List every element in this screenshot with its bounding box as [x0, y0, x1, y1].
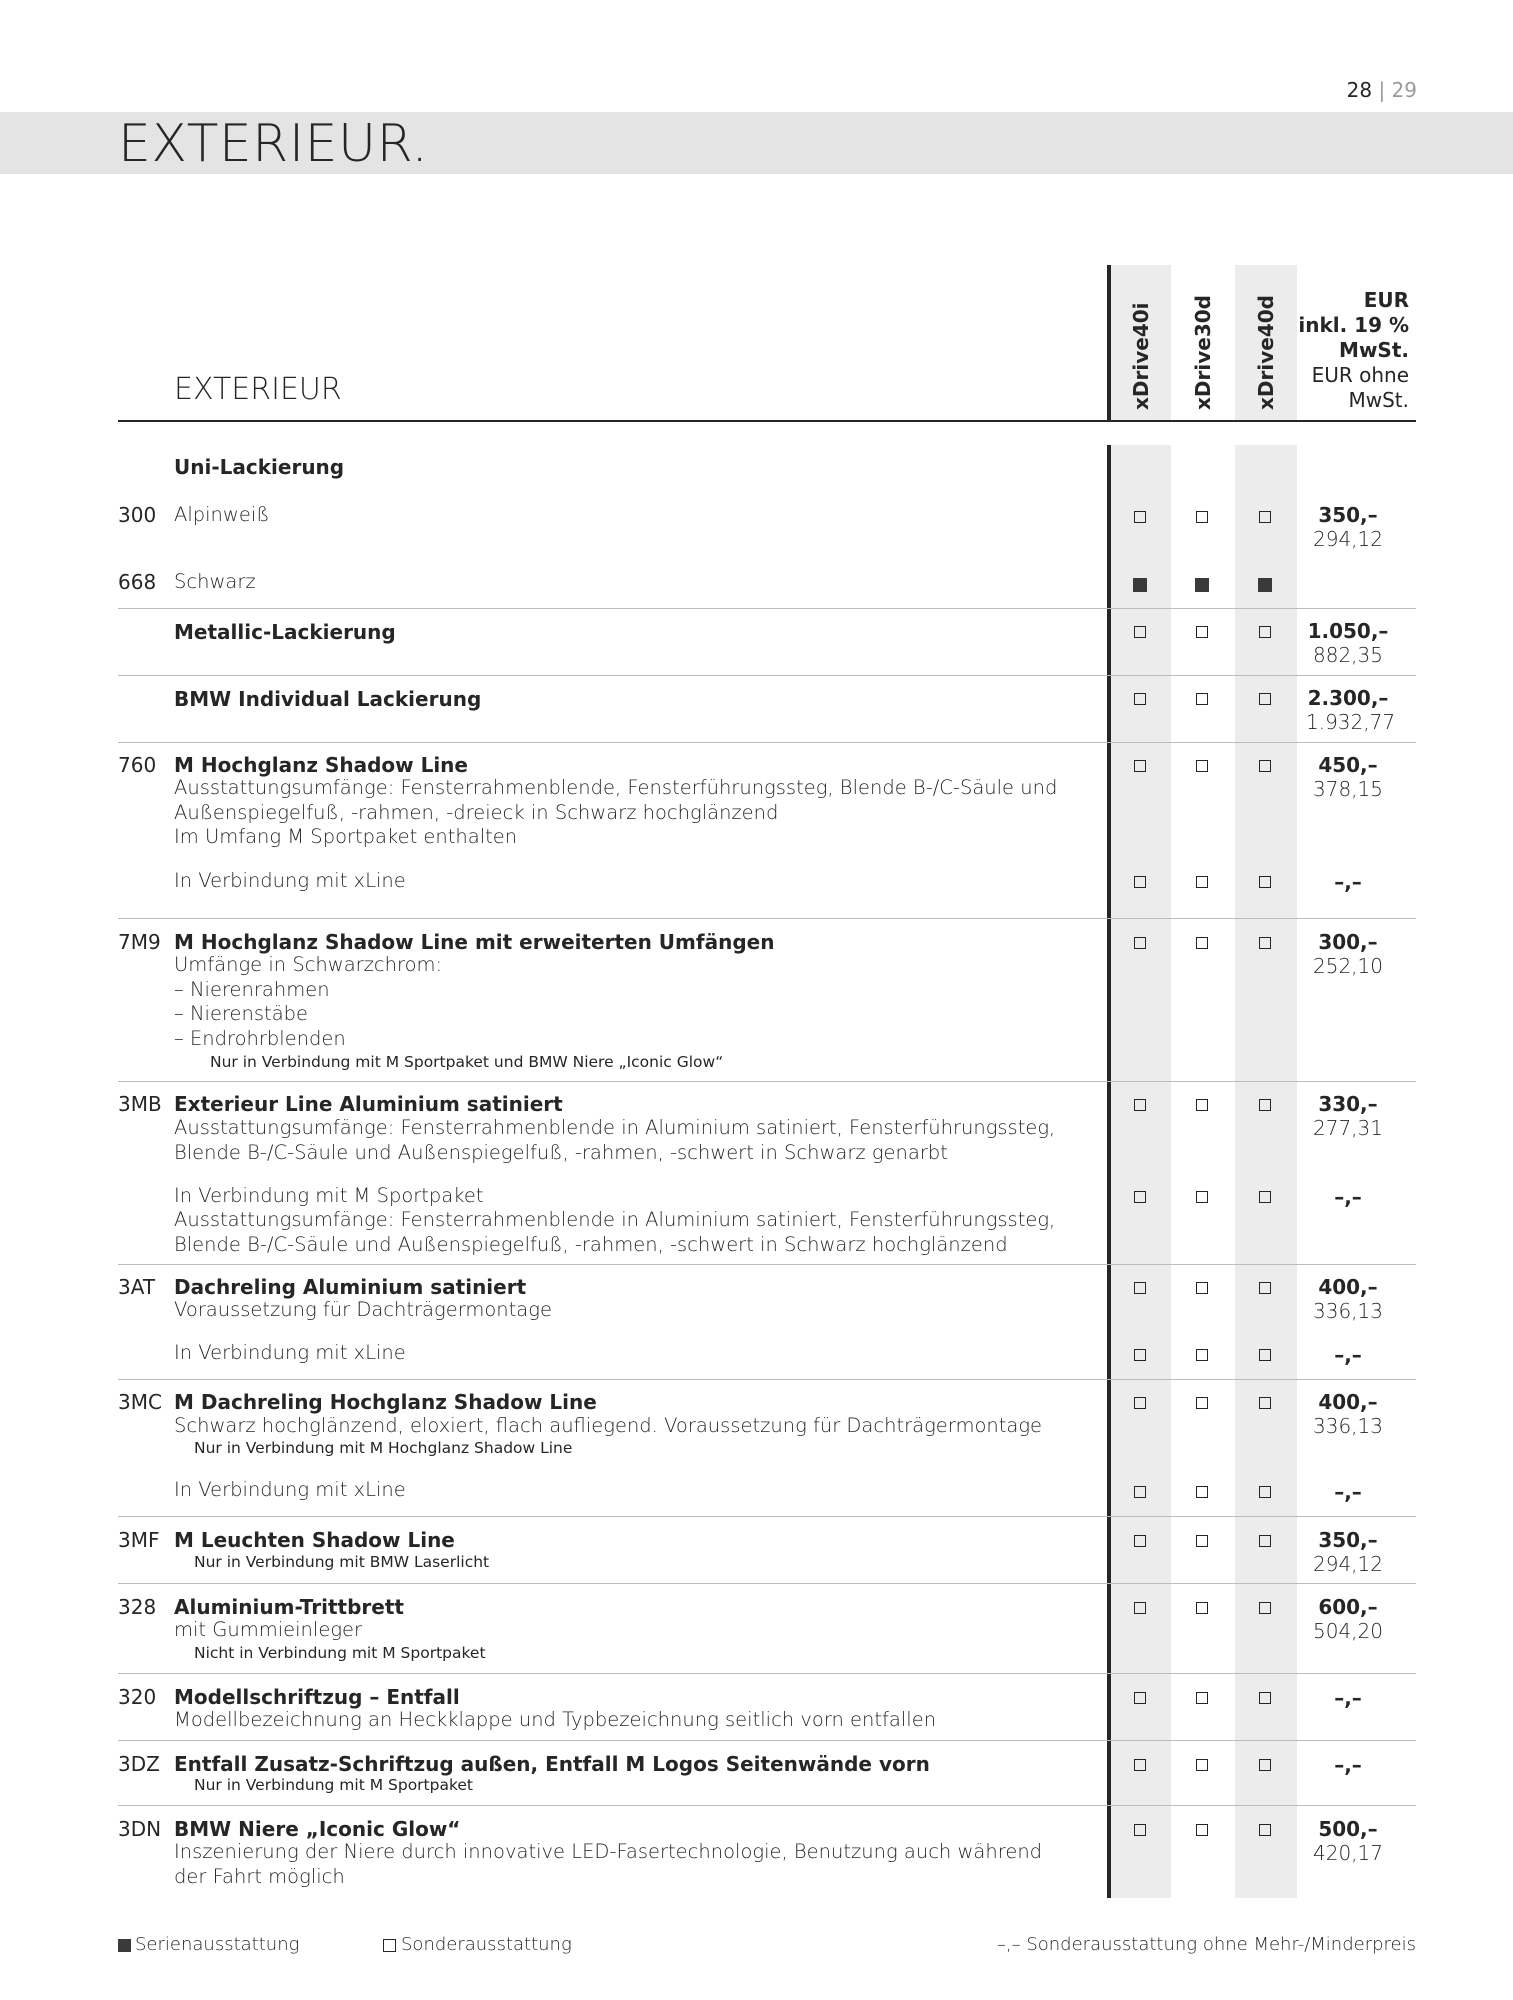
- price-cell: [1306, 1686, 1390, 1710]
- row-title: Exterieur Line Aluminium satiniert: [174, 1092, 563, 1116]
- standard-square-icon: [1195, 578, 1209, 592]
- option-checkbox-icon: [1259, 1692, 1271, 1704]
- price-net: 378,15: [1313, 777, 1383, 801]
- option-checkbox-icon: [1134, 1397, 1146, 1409]
- row-code: 3DN: [118, 1817, 162, 1841]
- row-divider: [118, 742, 1416, 743]
- row-note: Nur in Verbindung mit BMW Laserlicht: [194, 1553, 490, 1571]
- row-note: Nur in Verbindung mit M Hochglanz Shadow Line: [194, 1439, 573, 1457]
- price-cell: [1306, 930, 1390, 978]
- price-cell: [1306, 1817, 1390, 1865]
- model-label-xdrive40i: [1129, 388, 1153, 410]
- option-checkbox-icon: [383, 1939, 396, 1952]
- option-checkbox-icon: [1134, 1824, 1146, 1836]
- row-code: 320: [118, 1685, 157, 1709]
- option-checkbox-icon: [1259, 1486, 1271, 1498]
- row-description: Schwarz hochglänzend, eloxiert, flach aufliegend. Voraussetzung für Dachträgermontage: [174, 1414, 1043, 1437]
- legend-option: Sonderausstattung: [401, 1934, 572, 1955]
- price-net: 294,12: [1313, 1552, 1383, 1576]
- header-rule: [118, 420, 1416, 422]
- option-checkbox-icon: [1259, 1191, 1271, 1203]
- row-label: Alpinweiß: [174, 503, 270, 526]
- price-header-mwst: MwSt.: [1339, 338, 1409, 362]
- option-checkbox-icon: [1134, 1191, 1146, 1203]
- row-description: Umfänge in Schwarzchrom: – Nierenrahmen – Nierenstäbe – Endrohrblenden: [174, 953, 443, 1050]
- price-cell: [1306, 1275, 1390, 1323]
- row-code: 760: [118, 753, 157, 777]
- price-cell: [1306, 619, 1390, 667]
- option-checkbox-icon: [1134, 1692, 1146, 1704]
- price-gross: 500,–: [1318, 1817, 1378, 1841]
- row-divider: [118, 1583, 1416, 1584]
- row-description: Ausstattungsumfänge: Fensterrahmenblende, Fensterführungssteg, Blende B-/C-Säule und Außenspiegelfuß, -rahmen, -dreieck in Schwarz hochglänzend Im Umfang M Sportpaket enthalten: [174, 776, 1058, 848]
- price-net: 882,35: [1313, 643, 1383, 667]
- price-gross: 400,–: [1318, 1275, 1378, 1299]
- option-checkbox-icon: [1134, 1099, 1146, 1111]
- option-checkbox-icon: [1134, 693, 1146, 705]
- option-checkbox-icon: [1196, 1397, 1208, 1409]
- row-divider: [118, 675, 1416, 676]
- option-checkbox-icon: [1259, 760, 1271, 772]
- option-checkbox-icon: [1259, 1397, 1271, 1409]
- row-title: BMW Niere „Iconic Glow“: [174, 1817, 461, 1841]
- price-no-change: –,–: [1334, 1753, 1362, 1777]
- page-number: [1347, 78, 1417, 102]
- price-gross: 300,–: [1318, 930, 1378, 954]
- row-code: 328: [118, 1595, 157, 1619]
- row-title: M Hochglanz Shadow Line: [174, 753, 468, 777]
- price-net: 336,13: [1313, 1414, 1383, 1438]
- price-cell: [1306, 1595, 1390, 1643]
- option-checkbox-icon: [1134, 1759, 1146, 1771]
- model-label-xdrive40d: [1254, 388, 1278, 410]
- option-checkbox-icon: [1196, 1535, 1208, 1547]
- option-checkbox-icon: [1196, 760, 1208, 772]
- page-separator: |: [1378, 78, 1386, 102]
- option-checkbox-icon: [1134, 1486, 1146, 1498]
- option-checkbox-icon: [1134, 1602, 1146, 1614]
- model-label-xdrive30d: xDrive30d: [1191, 295, 1215, 410]
- option-checkbox-icon: [1259, 1282, 1271, 1294]
- price-cell: [1306, 503, 1390, 551]
- price-cell: [1306, 1390, 1390, 1438]
- row-description: mit Gummieinleger: [174, 1618, 363, 1641]
- row-note: Nicht in Verbindung mit M Sportpaket: [194, 1644, 486, 1662]
- row-divider: [118, 918, 1416, 919]
- option-checkbox-icon: [1259, 1759, 1271, 1771]
- price-no-change: –,–: [1334, 1686, 1362, 1710]
- row-condition: In Verbindung mit xLine: [174, 1478, 406, 1501]
- row-code: 7M9: [118, 930, 161, 954]
- price-no-change: –,–: [1334, 1343, 1362, 1367]
- price-header-vat: inkl. 19 %: [1298, 313, 1409, 337]
- price-gross: 400,–: [1318, 1390, 1378, 1414]
- price-cell: [1306, 870, 1390, 894]
- row-label: Schwarz: [174, 570, 256, 593]
- price-net: 252,10: [1313, 954, 1383, 978]
- row-title: M Leuchten Shadow Line: [174, 1528, 455, 1552]
- option-checkbox-icon: [1196, 937, 1208, 949]
- row-condition: In Verbindung mit xLine: [174, 869, 406, 892]
- option-checkbox-icon: [1259, 1535, 1271, 1547]
- option-checkbox-icon: [1134, 937, 1146, 949]
- price-cell: [1306, 1528, 1390, 1576]
- page-current: 28: [1346, 78, 1373, 102]
- row-title: Metallic-Lackierung: [174, 620, 396, 644]
- option-checkbox-icon: [1259, 1602, 1271, 1614]
- row-title: Aluminium-Trittbrett: [174, 1595, 404, 1619]
- option-checkbox-icon: [1134, 1282, 1146, 1294]
- option-checkbox-icon: [1259, 511, 1271, 523]
- price-net: 420,17: [1313, 1841, 1383, 1865]
- row-condition: In Verbindung mit M Sportpaket: [174, 1184, 484, 1207]
- price-gross: 350,–: [1318, 503, 1378, 527]
- row-divider: [118, 608, 1416, 609]
- option-checkbox-icon: [1196, 626, 1208, 638]
- row-code: 3DZ: [118, 1752, 160, 1776]
- option-checkbox-icon: [1134, 1349, 1146, 1361]
- row-divider: [118, 1740, 1416, 1741]
- option-checkbox-icon: [1196, 1349, 1208, 1361]
- option-checkbox-icon: [1259, 693, 1271, 705]
- option-checkbox-icon: [1134, 1535, 1146, 1547]
- row-title: Entfall Zusatz-Schriftzug außen, Entfall M Logos Seitenwände vorn: [174, 1752, 930, 1776]
- option-checkbox-icon: [1196, 693, 1208, 705]
- option-checkbox-icon: [1134, 760, 1146, 772]
- row-description: Voraussetzung für Dachträgermontage: [174, 1298, 552, 1321]
- row-condition: In Verbindung mit xLine: [174, 1341, 406, 1364]
- price-net: 277,31: [1313, 1116, 1383, 1140]
- standard-square-icon: [1133, 578, 1147, 592]
- price-cell: [1306, 1753, 1390, 1777]
- option-checkbox-icon: [1196, 1486, 1208, 1498]
- page-next: 29: [1391, 78, 1417, 102]
- option-checkbox-icon: [1134, 876, 1146, 888]
- price-gross: 2.300,–: [1307, 686, 1389, 710]
- standard-square-icon: [118, 1939, 131, 1952]
- row-code: 3MB: [118, 1092, 162, 1116]
- option-checkbox-icon: [1134, 626, 1146, 638]
- price-net: 504,20: [1313, 1619, 1383, 1643]
- row-title: Dachreling Aluminium satiniert: [174, 1275, 527, 1299]
- option-checkbox-icon: [1259, 1099, 1271, 1111]
- column-divider: [1107, 445, 1111, 1898]
- option-checkbox-icon: [1196, 1099, 1208, 1111]
- price-header-net-mwst: MwSt.: [1348, 388, 1409, 412]
- row-divider: [118, 1805, 1416, 1806]
- row-title: M Hochglanz Shadow Line mit erweiterten Umfängen: [174, 930, 775, 954]
- row-divider: [118, 1379, 1416, 1380]
- option-checkbox-icon: [1259, 876, 1271, 888]
- row-note: Nur in Verbindung mit M Sportpaket und BMW Niere „Iconic Glow“: [210, 1053, 724, 1071]
- row-code: 3AT: [118, 1275, 156, 1299]
- row-description: Ausstattungsumfänge: Fensterrahmenblende in Aluminium satiniert, Fensterführungssteg, Blende B-/C-Säule und Außenspiegelfuß, -rahmen, -schwert in Schwarz hochglänzend: [174, 1208, 1056, 1256]
- row-code: 3MF: [118, 1528, 160, 1552]
- row-code: 300: [118, 503, 157, 527]
- page-title: EXTERIEUR.: [118, 114, 429, 174]
- row-title: BMW Individual Lackierung: [174, 687, 482, 711]
- legend-standard: Serienausstattung: [135, 1934, 300, 1955]
- row-description: Modellbezeichnung an Heckklappe und Typbezeichnung seitlich vorn entfallen: [174, 1708, 937, 1731]
- price-cell: [1306, 1480, 1390, 1504]
- price-header-currency: EUR: [1363, 288, 1409, 312]
- row-divider: [118, 1264, 1416, 1265]
- option-checkbox-icon: [1196, 1692, 1208, 1704]
- option-checkbox-icon: [1196, 511, 1208, 523]
- price-cell: [1306, 1343, 1390, 1367]
- price-header-net: EUR ohne: [1311, 363, 1409, 387]
- row-title: M Dachreling Hochglanz Shadow Line: [174, 1390, 597, 1414]
- row-divider: [118, 1516, 1416, 1517]
- price-no-change: –,–: [1334, 1480, 1362, 1504]
- price-net: 294,12: [1313, 527, 1383, 551]
- row-description: Ausstattungsumfänge: Fensterrahmenblende in Aluminium satiniert, Fensterführungssteg, Blende B-/C-Säule und Außenspiegelfuß, -rahmen, -schwert in Schwarz genarbt: [174, 1116, 1056, 1164]
- row-code: 3MC: [118, 1390, 162, 1414]
- option-checkbox-icon: [1196, 876, 1208, 888]
- price-cell: [1306, 753, 1390, 801]
- option-checkbox-icon: [1196, 1759, 1208, 1771]
- price-no-change: –,–: [1334, 1185, 1362, 1209]
- row-divider: [118, 1673, 1416, 1674]
- option-checkbox-icon: [1196, 1282, 1208, 1294]
- price-net: 336,13: [1313, 1299, 1383, 1323]
- section-heading: EXTERIEUR: [174, 372, 342, 407]
- price-gross: 350,–: [1318, 1528, 1378, 1552]
- price-net: 1.932,77: [1306, 710, 1396, 734]
- legend-no-price: –,– Sonderausstattung ohne Mehr-/Minderpreis: [996, 1934, 1416, 1955]
- option-checkbox-icon: [1259, 1349, 1271, 1361]
- model-column-stripe: [1235, 445, 1297, 1898]
- model-column-stripe: [1111, 445, 1171, 1898]
- row-title: Modellschriftzug – Entfall: [174, 1685, 460, 1709]
- price-gross: 1.050,–: [1307, 619, 1389, 643]
- standard-square-icon: [1258, 578, 1272, 592]
- price-no-change: –,–: [1334, 870, 1362, 894]
- price-cell: [1306, 686, 1396, 734]
- price-gross: 600,–: [1318, 1595, 1378, 1619]
- row-divider: [118, 1081, 1416, 1082]
- price-gross: 330,–: [1318, 1092, 1378, 1116]
- option-checkbox-icon: [1259, 1824, 1271, 1836]
- price-cell: [1306, 1092, 1390, 1140]
- row-code: 668: [118, 570, 157, 594]
- price-column-header: [1279, 288, 1409, 413]
- option-checkbox-icon: [1259, 937, 1271, 949]
- row-description: Inszenierung der Niere durch innovative LED-Fasertechnologie, Benutzung auch während der Fahrt möglich: [174, 1840, 1043, 1888]
- row-title: Uni-Lackierung: [174, 455, 345, 479]
- price-gross: 450,–: [1318, 753, 1378, 777]
- option-checkbox-icon: [1196, 1191, 1208, 1203]
- option-checkbox-icon: [1259, 626, 1271, 638]
- row-note: Nur in Verbindung mit M Sportpaket: [194, 1776, 473, 1794]
- price-cell: [1306, 1185, 1390, 1209]
- option-checkbox-icon: [1196, 1824, 1208, 1836]
- option-checkbox-icon: [1134, 511, 1146, 523]
- option-checkbox-icon: [1196, 1602, 1208, 1614]
- column-divider: [1107, 265, 1111, 422]
